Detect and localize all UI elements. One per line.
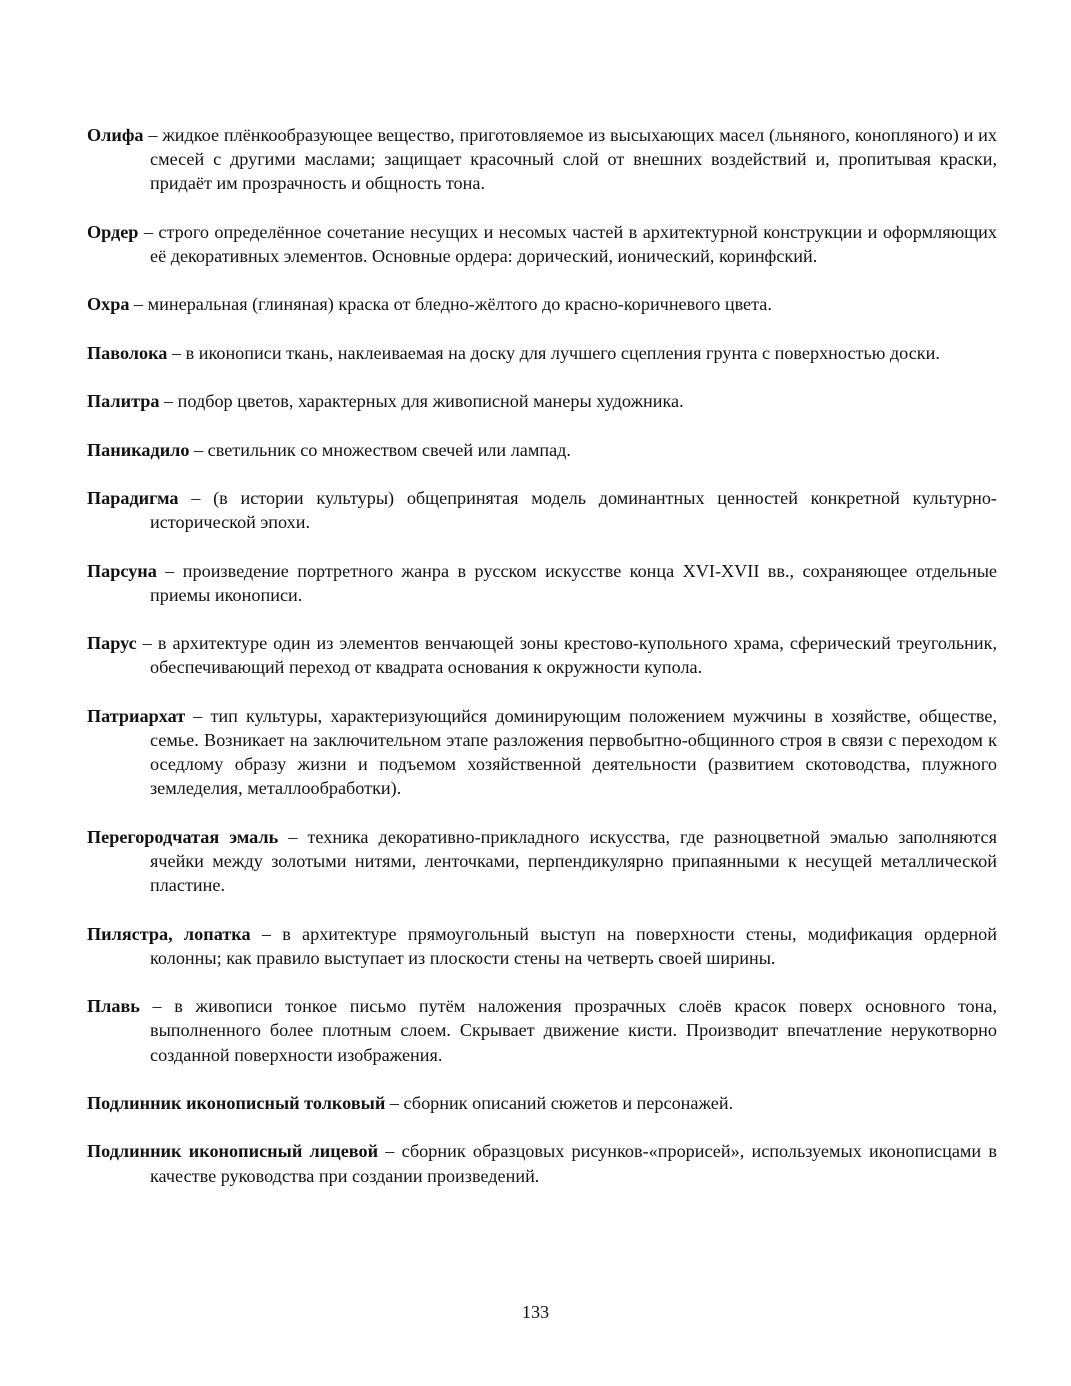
term: Олифа [87, 125, 144, 145]
glossary-entry-pavoloka [87, 341, 997, 365]
definition: – светильник со множеством свечей или лампад. [189, 439, 571, 460]
glossary-entry-okhra [87, 292, 997, 316]
definition: – сборник образцовых рисунков-«прорисей», используемых иконописцами в качестве руководства при создании произведений. [150, 1141, 997, 1186]
glossary-entry-podlinnik-litsevoy [87, 1139, 997, 1187]
glossary-entry-palitra [87, 389, 997, 413]
definition: – строго определённое сочетание несущих и несомых частей в архитектурной конструкции и оформляющих её декоративных элементов. Основные ордера: дорический, ионический, коринфский. [138, 221, 997, 266]
definition: – в архитектуре один из элементов венчающей зоны крестово-купольного храма, сферический треугольник, обеспечивающий переход от квадрата основания к окружности купола. [136, 633, 997, 678]
definition: – произведение портретного жанра в русском искусстве конца XVI-XVII вв., сохраняющее отдельные приемы иконописи. [150, 560, 997, 605]
term: Парсуна [87, 560, 157, 581]
glossary-entry-peregorodchataya-emal [87, 825, 997, 898]
definition: – в живописи тонкое письмо путём наложения прозрачных слоёв красок поверх основного тона, выполненного более плотным слоем. Скрывает движение кисти. Производит впечатление нерукотворно созданной поверхности изображения. [139, 996, 997, 1065]
glossary-entry-podlinnik-tolkovy [87, 1091, 997, 1115]
term: Палитра [87, 391, 160, 412]
term: Подлинник иконописный лицевой [87, 1141, 379, 1162]
definition: – техника декоративно-прикладного искусства, где разноцветной эмалью заполняются ячейки между золотыми нитями, ленточками, перпендикулярно припаянными к несущей металлической пластине. [150, 826, 998, 896]
term: Ордер [87, 221, 139, 242]
term: Подлинник иконописный толковый [87, 1092, 386, 1113]
term: Парадигма [87, 487, 179, 508]
term: Плавь [87, 996, 140, 1017]
glossary-entry-plav [87, 994, 997, 1067]
term: Охра [87, 294, 130, 315]
page-number: 133 [521, 1302, 550, 1322]
glossary-entry-panikadilo [87, 438, 997, 462]
glossary-entry-olifa [87, 123, 997, 196]
definition: – (в истории культуры) общепринятая модель доминантных ценностей конкретной культурно-исторической эпохи. [150, 487, 997, 533]
definition: – в архитектуре прямоугольный выступ на поверхности стены, модификация ордерной колонны; как правило выступает из плоскости стены на четверть своей ширины. [150, 923, 997, 968]
definition: – в иконописи ткань, наклеиваемая на доску для лучшего сцепления грунта с поверхностью доски. [167, 342, 940, 363]
definition: – жидкое плёнкообразующее вещество, приготовляемое из высыхающих масел (льняного, конопляного) и их смесей с другими маслами; защищает красочный слой от внешних воздействий и, пропитывая краски, придаёт им прозрачность и общность тона. [143, 125, 997, 194]
term: Патриархат [87, 705, 186, 726]
glossary-entry-parus [87, 631, 997, 679]
term: Парус [87, 633, 137, 654]
definition: – сборник описаний сюжетов и персонажей. [385, 1092, 734, 1113]
glossary-entry-patriarkhat [87, 704, 997, 801]
glossary-entry-order [87, 220, 997, 268]
term: Паволока [87, 342, 168, 363]
definition: – минеральная (глиняная) краска от бледно-жёлтого до красно-коричневого цвета. [129, 294, 772, 315]
term: Перегородчатая эмаль [87, 826, 279, 847]
glossary-entry-paradigma [87, 486, 997, 534]
term: Пилястра, лопатка [87, 923, 251, 944]
definition: – подбор цветов, характерных для живописной манеры художника. [159, 391, 684, 412]
glossary-entry-parsuna [87, 559, 997, 607]
definition: – тип культуры, характеризующийся доминирующим положением мужчины в хозяйстве, обществе, семье. Возникает на заключительном этапе разложения первобытно-общинного строя в связи с переходом к оседлому образу жизни и подъемом хозяйственной деятельности (развитием скотоводства, плужного земледелия, металлообработки). [150, 705, 997, 799]
glossary-page [87, 123, 997, 1212]
glossary-entry-pilyastra [87, 922, 997, 970]
term: Паникадило [87, 439, 190, 460]
